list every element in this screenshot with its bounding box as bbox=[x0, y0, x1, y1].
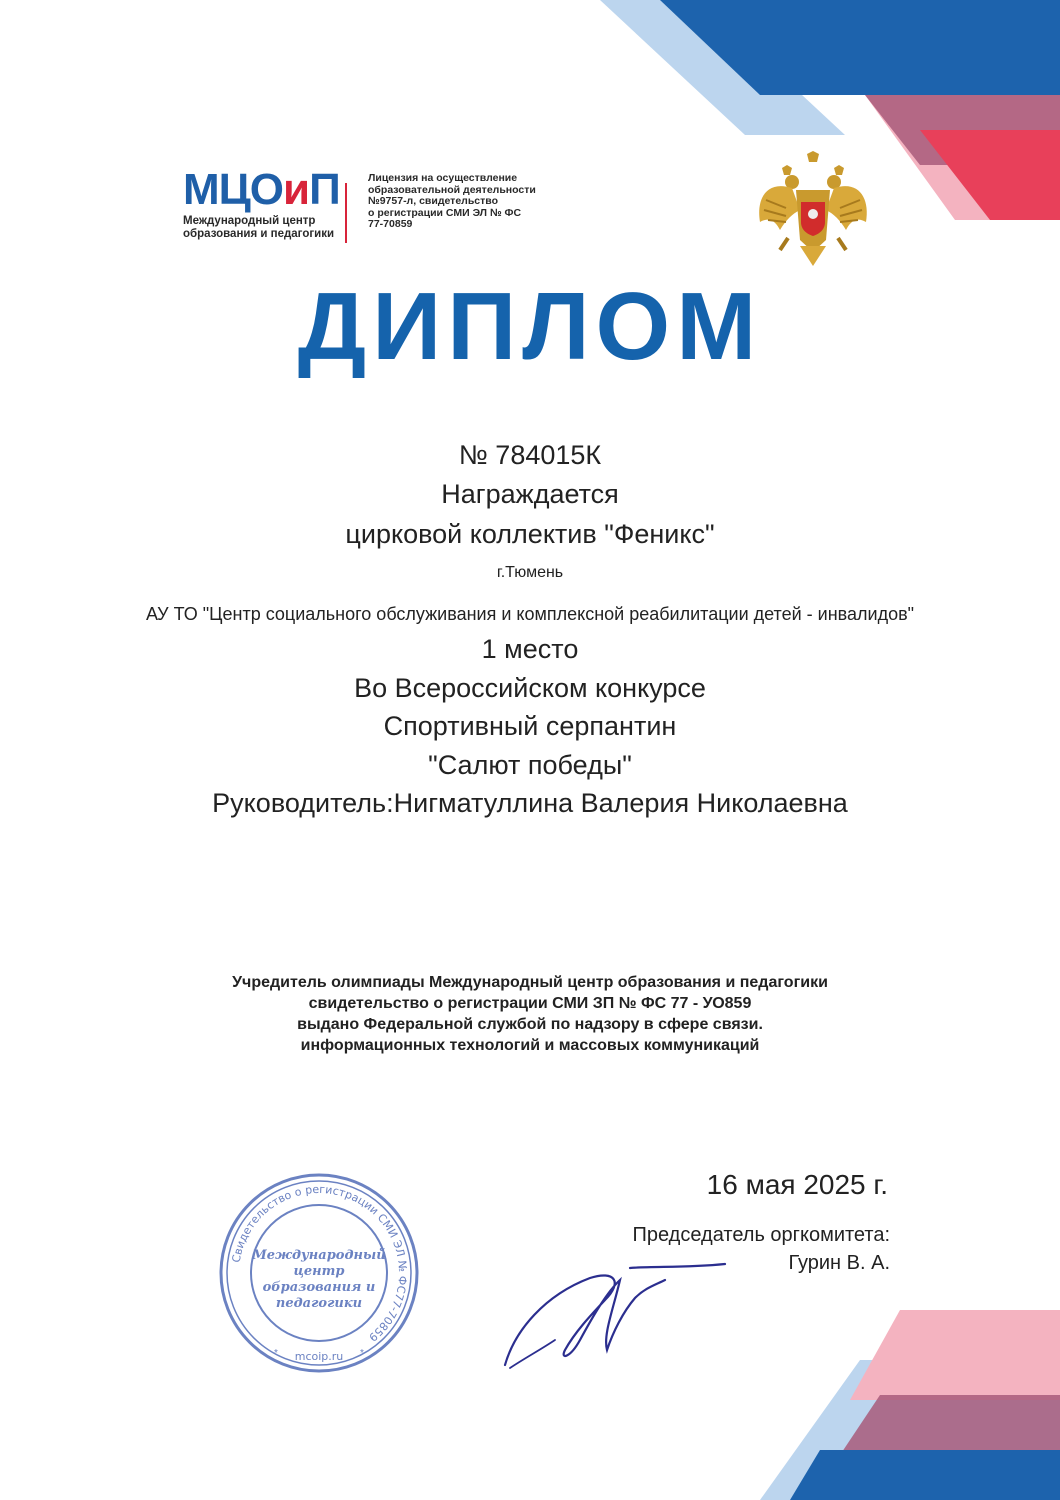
stamp-center-line3: образования и bbox=[262, 1280, 376, 1295]
svg-text:*: * bbox=[274, 1348, 278, 1359]
recipient-name: цирковой коллектив "Феникс" bbox=[345, 519, 715, 549]
founder-info: Учредитель олимпиады Международный центр образования и педагогики свидетельство о регистрации СМИ ЗП № ФС 77 - УО859 выдано Федеральной службой по надзору в сфере связи. информационных технологий и массовых коммуникаций bbox=[232, 974, 828, 1054]
diploma-number: № 784015К bbox=[458, 440, 602, 470]
bottom-pink-band bbox=[850, 1310, 1060, 1400]
contest-name: Во Всероссийском конкурсе bbox=[354, 673, 706, 703]
stamp-ring-text: Свидетельство о регистрации СМИ ЭЛ № ФС77-70859 bbox=[229, 1182, 410, 1344]
logo-divider bbox=[345, 183, 347, 243]
chair-name: Гурин В. А. bbox=[788, 1252, 890, 1274]
diploma-title: ДИПЛОМ bbox=[297, 273, 763, 380]
work-title: "Салют победы" bbox=[428, 750, 632, 780]
bottom-blue-band bbox=[790, 1450, 1060, 1500]
russian-coat-of-arms-icon bbox=[752, 150, 874, 272]
stamp-site: mcoip.ru bbox=[294, 1350, 344, 1363]
license-text: Лицензия на осуществление образовательной деятельности №9757-л, свидетельство о регистрации СМИ ЭЛ № ФС 77-70859 bbox=[368, 172, 536, 230]
stamp-center-line2: центр bbox=[293, 1264, 345, 1279]
official-stamp bbox=[218, 1172, 420, 1374]
logo-subtitle: Международный центр образования и педагогики bbox=[183, 215, 335, 240]
logo-mark: МЦОиП bbox=[183, 165, 340, 214]
stamp-center-line4: педагогики bbox=[275, 1296, 363, 1311]
stamp-center-line1: Международный bbox=[252, 1248, 386, 1263]
chair-signature bbox=[495, 1240, 735, 1380]
svg-text:*: * bbox=[360, 1348, 364, 1359]
issue-date: 16 мая 2025 г. bbox=[706, 1169, 888, 1200]
awarded-label: Награждается bbox=[441, 479, 619, 509]
contest-category: Спортивный серпантин bbox=[383, 711, 677, 741]
recipient-city: г.Тюмень bbox=[496, 564, 564, 581]
chair-title: Председатель оргкомитета: bbox=[632, 1224, 890, 1246]
award-place: 1 место bbox=[481, 634, 579, 664]
organization-name: АУ ТО "Центр социального обслуживания и комплексной реабилитации детей - инвалидов" bbox=[145, 604, 915, 624]
supervisor-name: Руководитель:Нигматуллина Валерия Николаевна bbox=[212, 788, 848, 818]
